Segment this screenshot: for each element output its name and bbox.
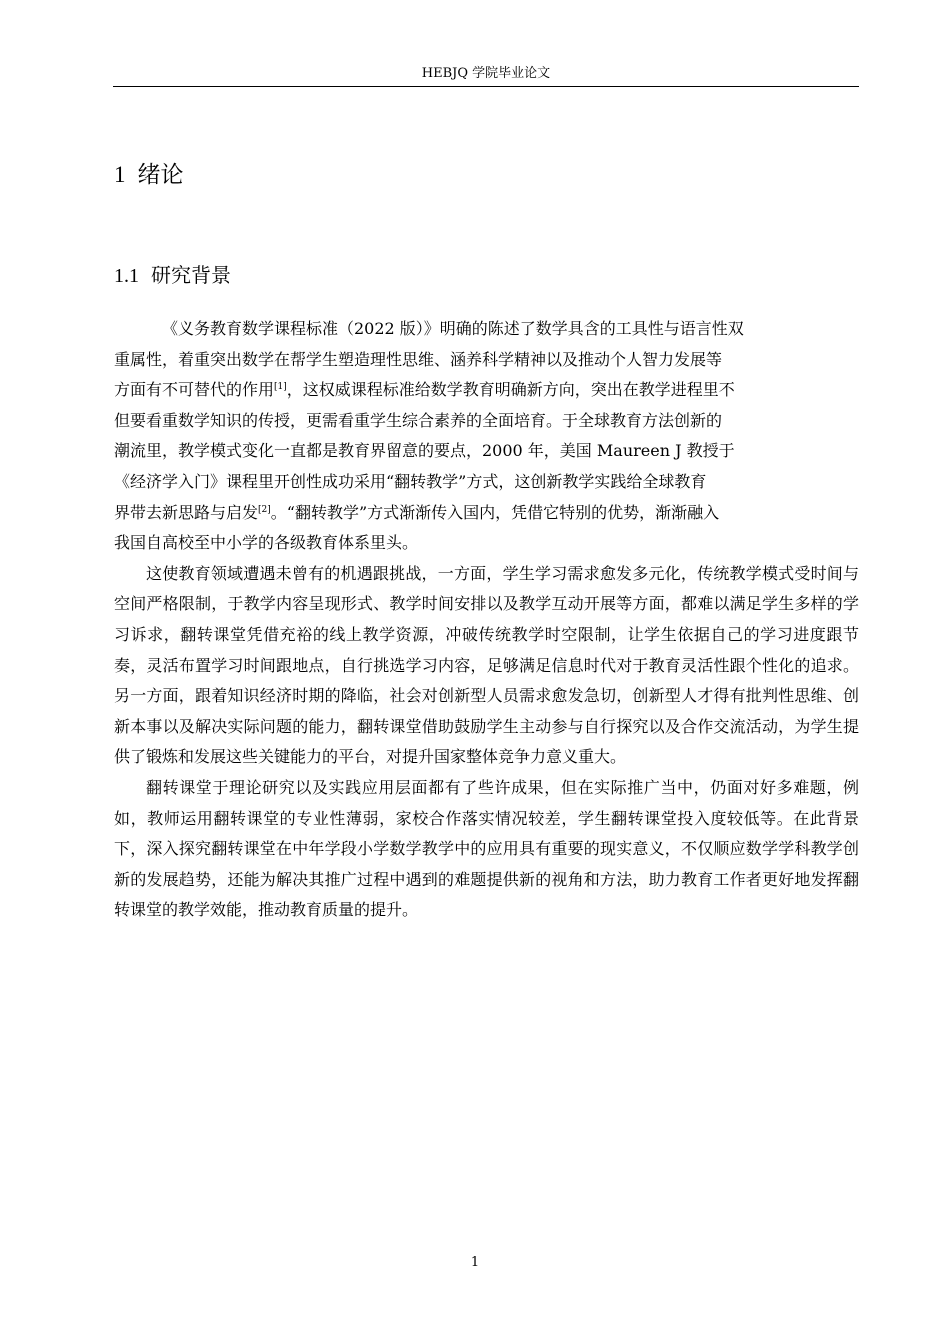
text-line: 我国自高校至中小学的各级教育体系里头。 (114, 533, 419, 553)
section-number: 1.1 (114, 265, 139, 287)
text-run: 界带去新思路与启发 (114, 502, 259, 522)
section-title: 研究背景 (151, 263, 231, 287)
section-heading (114, 261, 231, 290)
text-line: 《义务教育数学课程标准（2022 版）》明确的陈述了数学具含的工具性与语言性双 (162, 319, 744, 338)
text-run: ，这权威课程标准给数学教育明确新方向，突出在教学进程里不 (286, 380, 735, 400)
text-line: 重属性，着重突出数学在帮学生塑造理性思维、涵养科学精神以及推动个人智力发展等 (114, 349, 723, 369)
chapter-heading (114, 160, 184, 190)
page-header: HEBJQ 学院毕业论文 (421, 66, 551, 81)
text-run: 方面有不可替代的作用 (114, 380, 275, 400)
chapter-title: 绪论 (137, 162, 184, 188)
citation-2[interactable]: [2] (258, 504, 271, 515)
text-line: 潮流里，教学模式变化一直都是教育界留意的要点，2000 年，美国 Maureen J 教授于 (114, 441, 735, 461)
body-text (114, 314, 859, 926)
text-line (114, 375, 859, 406)
header-rule (113, 86, 859, 87)
chapter-number: 1 (114, 162, 126, 187)
text-line: 但要看重数学知识的传授，更需看重学生综合素养的全面培育。于全球教育方法创新的 (114, 410, 723, 430)
text-line (114, 498, 859, 529)
page-number: 1 (470, 1255, 480, 1270)
paragraph-3: 翻转课堂于理论研究以及实践应用层面都有了些许成果，但在实际推广当中，仍面对好多难题，例如，教师运用翻转课堂的专业性薄弱，家校合作落实情况较差，学生翻转课堂投入度较低等。在此背景下，深入探究翻转课堂在中年学段小学数学教学中的应用具有重要的现实意义，不仅顺应数学学科教学创新的发展趋势，还能为解决其推广过程中遇到的难题提供新的视角和方法，助力教育工作者更好地发挥翻转课堂的教学效能，推动教育质量的提升。 (114, 777, 859, 920)
text-run: 。“翻转教学”方式渐渐传入国内，凭借它特别的优势，渐渐融入 (270, 502, 720, 522)
paragraph-1 (114, 314, 859, 559)
text-line: 《经济学入门》课程里开创性成功采用“翻转教学”方式，这创新教学实践给全球教育 (114, 471, 707, 491)
citation-1[interactable]: [1] (274, 382, 287, 393)
paragraph-2: 这使教育领域遭遇未曾有的机遇跟挑战，一方面，学生学习需求愈发多元化，传统教学模式受时间与空间严格限制，于教学内容呈现形式、教学时间安排以及教学互动开展等方面，都难以满足学生多样的学习诉求，翻转课堂凭借充裕的线上教学资源，冲破传统教学时空限制，让学生依据自己的学习进度跟节奏，灵活布置学习时间跟地点，自行挑选学习内容，足够满足信息时代对于教育灵活性跟个性化的追求。另一方面，跟着知识经济时期的降临，社会对创新型人员需求愈发急切，创新型人才得有批判性思维、创新本事以及解决实际问题的能力，翻转课堂借助鼓励学生主动参与自行探究以及合作交流活动，为学生提供了锻炼和发展这些关键能力的平台，对提升国家整体竞争力意义重大。 (114, 563, 859, 767)
